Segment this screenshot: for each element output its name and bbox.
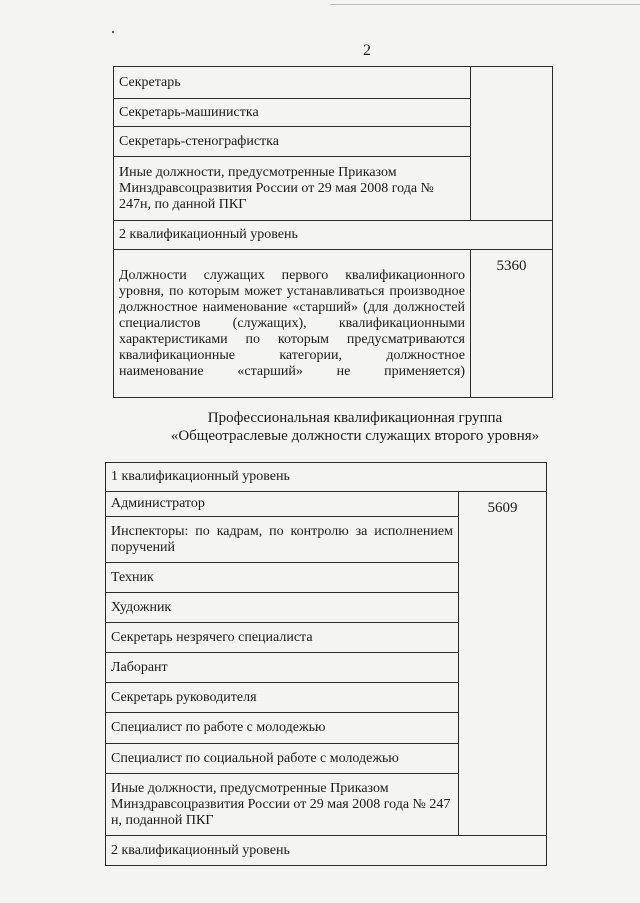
- position-cell: Иные должности, предусмотренные Приказом Минздравсоцразвития России от 29 мая 2008 года № 247н, по данной ПКГ: [114, 157, 471, 221]
- position-cell: Секретарь: [114, 67, 471, 99]
- position-cell: Иные должности, предусмотренные Приказом Минздравсоцразвития России от 29 мая 2008 года № 247 н, поданной ПКГ: [106, 774, 459, 836]
- scan-edge-line: [330, 4, 640, 5]
- position-cell: Специалист по работе с молодежью: [106, 713, 459, 744]
- position-cell: Инспекторы: по кадрам, по контролю за исполнением поручений: [106, 517, 459, 563]
- qualification-level-header: 1 квалификационный уровень: [106, 463, 547, 492]
- qualification-level-header: 2 квалификационный уровень: [106, 836, 547, 866]
- salary-value: 5609: [459, 492, 547, 836]
- scan-speck: [112, 31, 114, 33]
- salary-value: 5360: [471, 250, 553, 398]
- position-cell: Художник: [106, 593, 459, 623]
- position-cell: [114, 250, 471, 398]
- page-number: 2: [363, 42, 371, 59]
- salary-cell-empty: [471, 67, 553, 221]
- position-cell: Секретарь-стенографистка: [114, 127, 471, 157]
- position-cell: Техник: [106, 563, 459, 593]
- salary-table-second-level: [105, 462, 547, 866]
- position-cell: Секретарь незрячего специалиста: [106, 623, 459, 653]
- group-title-line1: Профессиональная квалификационная группа: [207, 410, 503, 426]
- position-cell: Специалист по социальной работе с молодежью: [106, 744, 459, 774]
- position-cell: Лаборант: [106, 653, 459, 683]
- group-title-line2: «Общеотраслевые должности служащих второго уровня»: [170, 428, 540, 444]
- position-cell: Администратор: [106, 492, 459, 517]
- position-cell: Секретарь руководителя: [106, 683, 459, 713]
- group-title: [150, 409, 560, 445]
- salary-table-first-level: [113, 66, 553, 398]
- position-text: Должности служащих первого квалификационного уровня, по которым может устанавливаться производное должностное наименование «старший» (для должностей специалистов (служащих), квалификационными характеристиками по которым предусматриваются квалификационные категории, должностное наименование «старший» не применяется): [119, 267, 465, 379]
- position-cell: Секретарь-машинистка: [114, 99, 471, 127]
- qualification-level-header: 2 квалификационный уровень: [114, 221, 553, 250]
